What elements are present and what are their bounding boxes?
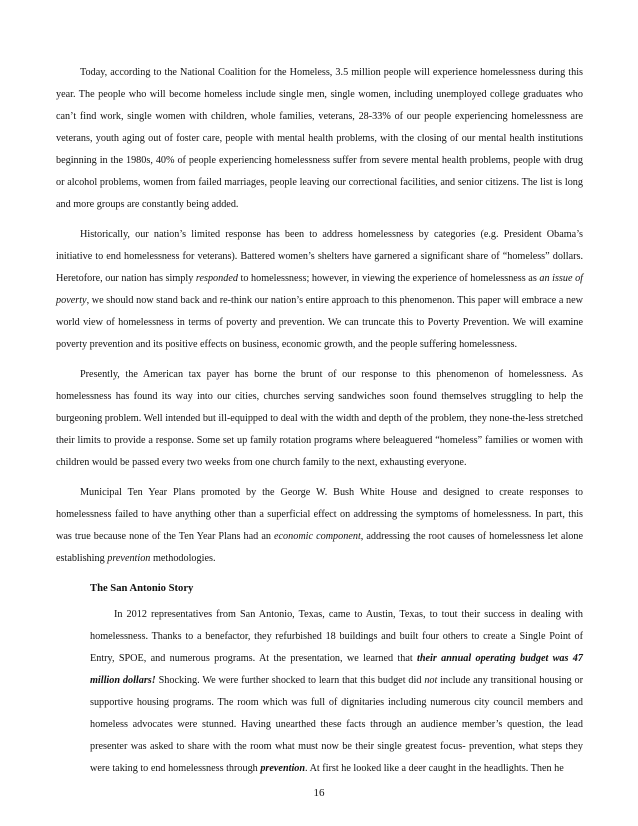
text-run: , addressing the root causes of homelessness let alone establishing [56,531,583,564]
emphasis-run: economic component [274,531,361,542]
section-paragraph [90,604,583,780]
emphasis-run: responded [195,273,238,284]
text-run: Today, according to the National Coalition for the Homeless, 3.5 million people will experience homelessness during this year. The people who will become homeless include single men, single women, including unemployed college graduates who can’t find work, single women with children, whole families, veterans, 28-33% of our people experiencing homelessness are veterans, youth aging out of foster care, people with mental health problems, with the closing of our mental health institutions beginning in the 1980s, 40% of people experiencing homelessness suffer from severe mental health problems, people with drug or alcohol problems, women from failed marriages, people leaving our correctional facilities, and senior citizens. The list is long and more groups are constantly being added. [56,67,583,210]
document-page [56,62,583,788]
emphasis-run: prevention [260,763,306,774]
body-paragraph [56,224,583,356]
text-run: Historically, our nation’s limited response has been to address homelessness by categories (e.g. President Obama’s initiative to end homelessness for veterans). Battered women’s shelters have garnered a significant share of “homeless” dollars. Heretofore, our nation has simply [56,229,583,284]
text-run: to homelessness; however, in viewing the experience of homelessness as [237,273,540,284]
emphasis-run: prevention [107,553,151,564]
emphasis-run: their annual operating budget was 47 million dollars! [90,653,583,686]
text-run: , we should now stand back and re-think our nation’s entire approach to this phenomenon. This paper will embrace a new world view of homelessness in terms of poverty and prevention. We can truncate this to Poverty Prevention. We will examine poverty prevention and its positive effects on business, economic growth, and the people suffering homelessness. [56,295,583,350]
text-run: In 2012 representatives from San Antonio, Texas, came to Austin, Texas, to tout their success in dealing with homelessness. Thanks to a benefactor, they refurbished 18 buildings and built four others to create a Single Point of Entry, SPOE, and numerous programs. At the presentation, we learned that [90,609,583,664]
page-number: 16 [313,787,325,799]
body-paragraph [56,62,583,216]
emphasis-run: an issue of poverty [56,273,583,306]
text-run: Presently, the American tax payer has borne the brunt of our response to this phenomenon of homelessness. As homelessness has found its way into our cities, churches serving sandwiches soon found themselves struggling to help the burgeoning problem. Well intended but ill-equipped to deal with the width and depth of the problem, they none-the-less stretched their limits to provide a response. Some set up family rotation programs where beleaguered “homeless” families or women with children would be passed every two weeks from one church family to the next, exhausting everyone. [56,369,583,468]
text-run: include any transitional housing or supportive housing programs. The room which was full of dignitaries including numerous city council members and homeless advocates were stunned. Having unearthed these facts through an audience member’s question, the lead presenter was asked to share with the room what must now be their single greatest focus- prevention, what steps they were taking to end homelessness through [90,675,583,774]
text-run: Municipal Ten Year Plans promoted by the George W. Bush White House and designed to create responses to homelessness failed to have anything other than a superficial effect on addressing the symptoms of homelessness. In part, this was true because none of the Ten Year Plans had an [56,487,583,542]
section-heading: The San Antonio Story [90,583,194,594]
text-run: . At first he looked like a deer caught in the headlights. Then he [305,763,564,774]
emphasis-run: not [424,675,438,686]
text-run: Shocking. We were further shocked to learn that this budget did [155,675,425,686]
text-run: methodologies. [150,553,216,564]
body-paragraph [56,364,583,474]
body-paragraph [56,482,583,570]
